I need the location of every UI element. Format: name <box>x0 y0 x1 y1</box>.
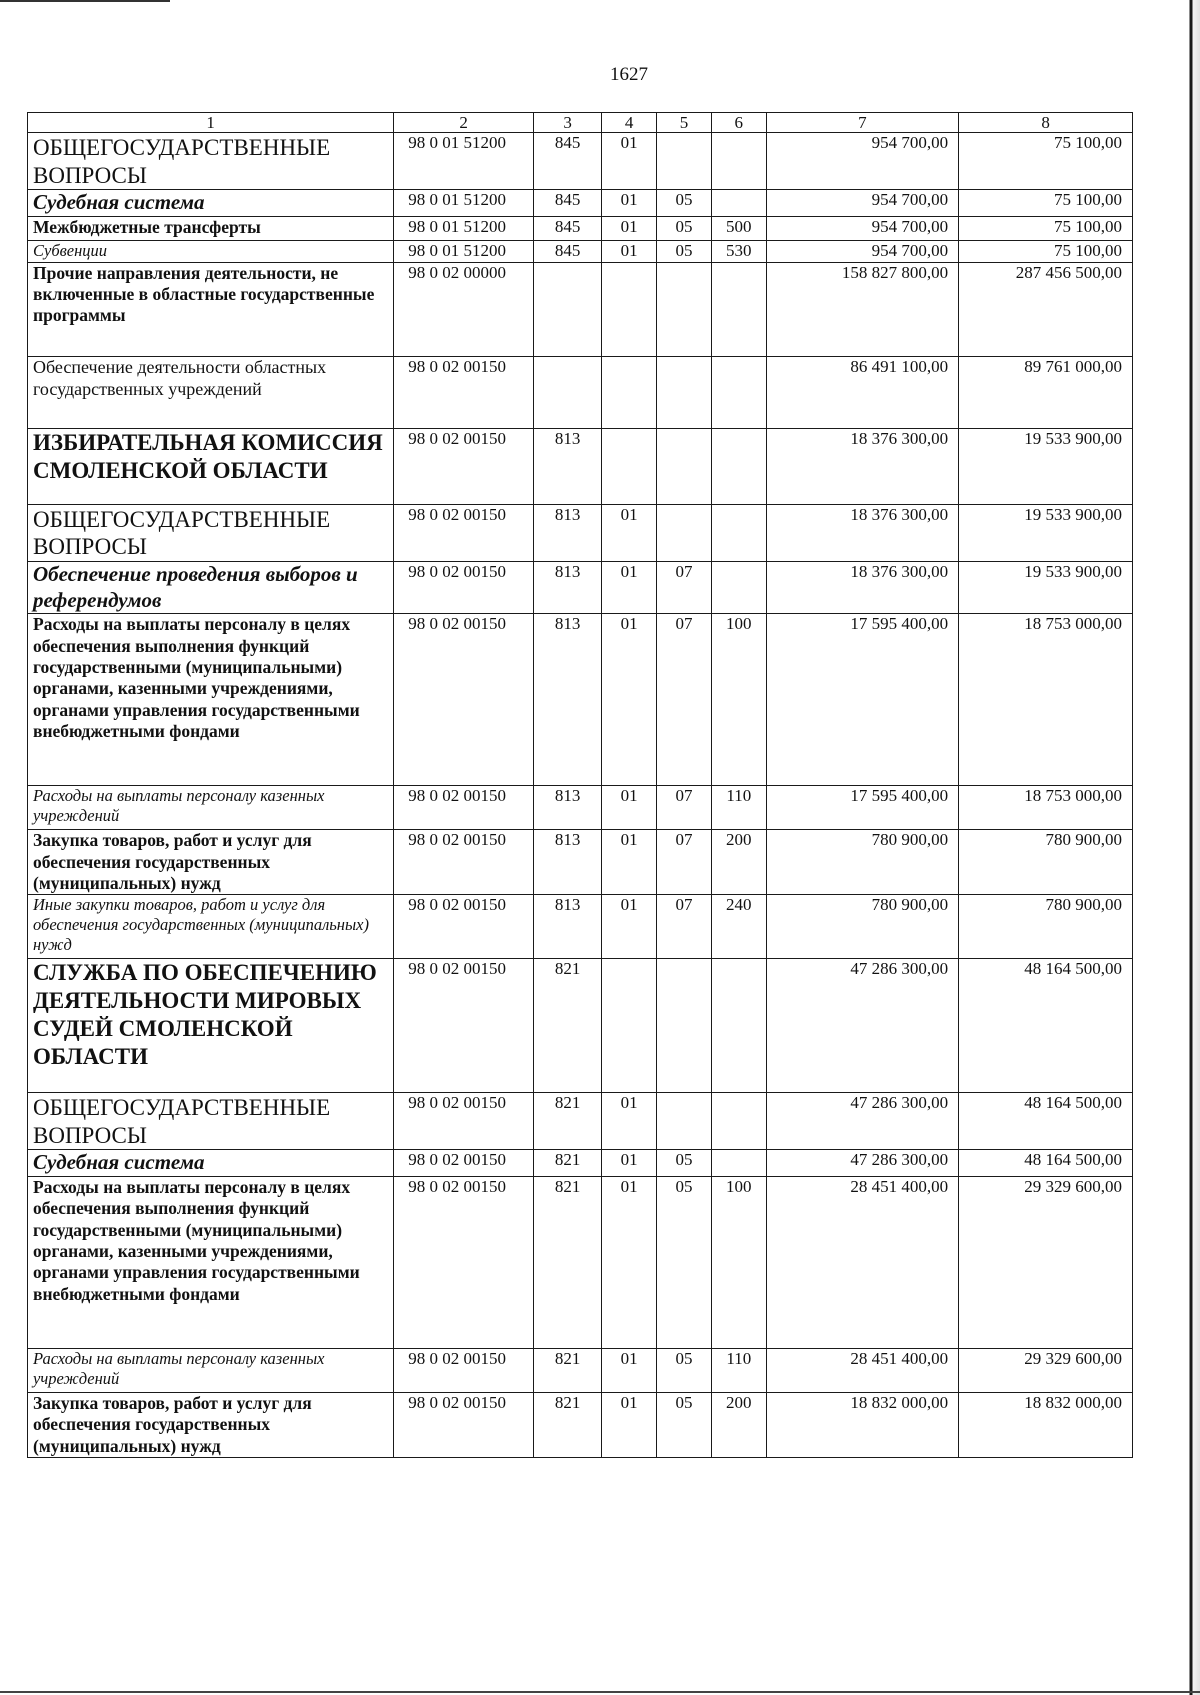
table-row <box>28 262 1133 356</box>
department-code <box>533 356 601 428</box>
row-name: СЛУЖБА ПО ОБЕСПЕЧЕНИЮ ДЕЯТЕЛЬНОСТИ МИРОВЫХ СУДЕЙ СМОЛЕНСКОЙ ОБЛАСТИ <box>28 959 394 1093</box>
amount-year-1: 86 491 100,00 <box>766 356 958 428</box>
budget-classification-code: 98 0 01 51200 <box>394 190 534 217</box>
amount-year-1: 17 595 400,00 <box>766 614 958 786</box>
subsection-code: 07 <box>657 895 712 959</box>
amount-year-1: 18 376 300,00 <box>766 504 958 561</box>
section-code: 01 <box>602 614 657 786</box>
amount-year-2: 780 900,00 <box>959 895 1133 959</box>
amount-year-1: 780 900,00 <box>766 830 958 895</box>
section-code <box>602 356 657 428</box>
row-name: Расходы на выплаты персоналу в целях обеспечения выполнения функций государственными (муниципальными) органами, казенными учреждениями, органами управления государственными внебюджетными фондами <box>28 1177 394 1349</box>
row-name: Обеспечение деятельности областных государственных учреждений <box>28 356 394 428</box>
table-row <box>28 428 1133 504</box>
section-code <box>602 959 657 1093</box>
amount-year-2: 48 164 500,00 <box>959 1150 1133 1177</box>
amount-year-2: 29 329 600,00 <box>959 1349 1133 1393</box>
row-name: Расходы на выплаты персоналу казенных учреждений <box>28 1349 394 1393</box>
table-row <box>28 895 1133 959</box>
amount-year-2: 75 100,00 <box>959 133 1133 190</box>
department-code: 821 <box>533 1349 601 1393</box>
amount-year-2: 48 164 500,00 <box>959 959 1133 1093</box>
table-row <box>28 959 1133 1093</box>
amount-year-2: 18 753 000,00 <box>959 786 1133 830</box>
table-row <box>28 1177 1133 1349</box>
amount-year-2: 48 164 500,00 <box>959 1093 1133 1150</box>
amount-year-2: 75 100,00 <box>959 240 1133 262</box>
row-name: ОБЩЕГОСУДАРСТВЕННЫЕ ВОПРОСЫ <box>28 133 394 190</box>
amount-year-1: 954 700,00 <box>766 216 958 240</box>
expense-type-code: 110 <box>711 1349 766 1393</box>
row-name: Расходы на выплаты персоналу казенных учреждений <box>28 786 394 830</box>
section-code: 01 <box>602 1150 657 1177</box>
amount-year-1: 47 286 300,00 <box>766 1150 958 1177</box>
scan-edge-right <box>1182 0 1200 1695</box>
section-code: 01 <box>602 1393 657 1458</box>
expense-type-code: 100 <box>711 1177 766 1349</box>
subsection-code <box>657 428 712 504</box>
section-code: 01 <box>602 895 657 959</box>
budget-classification-code: 98 0 02 00150 <box>394 895 534 959</box>
table-row <box>28 1093 1133 1150</box>
budget-classification-code: 98 0 02 00150 <box>394 1393 534 1458</box>
row-name: ОБЩЕГОСУДАРСТВЕННЫЕ ВОПРОСЫ <box>28 1093 394 1150</box>
amount-year-1: 28 451 400,00 <box>766 1177 958 1349</box>
budget-classification-code: 98 0 02 00150 <box>394 561 534 613</box>
department-code: 813 <box>533 504 601 561</box>
subsection-code: 05 <box>657 1393 712 1458</box>
row-name: Обеспечение проведения выборов и референдумов <box>28 561 394 613</box>
amount-year-1: 954 700,00 <box>766 133 958 190</box>
subsection-code <box>657 504 712 561</box>
budget-classification-code: 98 0 02 00150 <box>394 428 534 504</box>
budget-table <box>27 112 1133 1458</box>
amount-year-2: 18 753 000,00 <box>959 614 1133 786</box>
column-header: 1 <box>28 113 394 133</box>
amount-year-1: 28 451 400,00 <box>766 1349 958 1393</box>
budget-classification-code: 98 0 02 00150 <box>394 1177 534 1349</box>
section-code <box>602 262 657 356</box>
subsection-code: 05 <box>657 1150 712 1177</box>
column-header: 6 <box>711 113 766 133</box>
expense-type-code: 530 <box>711 240 766 262</box>
column-header: 5 <box>657 113 712 133</box>
subsection-code <box>657 133 712 190</box>
table-body <box>28 113 1133 1458</box>
subsection-code: 07 <box>657 830 712 895</box>
expense-type-code <box>711 1093 766 1150</box>
subsection-code: 05 <box>657 190 712 217</box>
row-name: Субвенции <box>28 240 394 262</box>
table-row <box>28 786 1133 830</box>
budget-classification-code: 98 0 02 00150 <box>394 1349 534 1393</box>
page-number: 1627 <box>610 64 648 85</box>
amount-year-1: 158 827 800,00 <box>766 262 958 356</box>
row-name: Закупка товаров, работ и услуг для обеспечения государственных (муниципальных) нужд <box>28 1393 394 1458</box>
department-code: 813 <box>533 786 601 830</box>
row-name: Прочие направления деятельности, не включенные в областные государственные программы <box>28 262 394 356</box>
subsection-code: 05 <box>657 216 712 240</box>
subsection-code: 05 <box>657 1349 712 1393</box>
row-name: Расходы на выплаты персоналу в целях обеспечения выполнения функций государственными (муниципальными) органами, казенными учреждениями, органами управления государственными внебюджетными фондами <box>28 614 394 786</box>
column-header: 3 <box>533 113 601 133</box>
department-code: 821 <box>533 1177 601 1349</box>
expense-type-code <box>711 561 766 613</box>
column-header: 7 <box>766 113 958 133</box>
department-code: 813 <box>533 428 601 504</box>
budget-classification-code: 98 0 01 51200 <box>394 240 534 262</box>
department-code: 813 <box>533 830 601 895</box>
budget-classification-code: 98 0 02 00000 <box>394 262 534 356</box>
subsection-code <box>657 262 712 356</box>
budget-classification-code: 98 0 02 00150 <box>394 356 534 428</box>
subsection-code: 05 <box>657 240 712 262</box>
amount-year-2: 89 761 000,00 <box>959 356 1133 428</box>
subsection-code: 07 <box>657 614 712 786</box>
subsection-code: 07 <box>657 561 712 613</box>
budget-classification-code: 98 0 02 00150 <box>394 614 534 786</box>
expense-type-code <box>711 133 766 190</box>
expense-type-code: 500 <box>711 216 766 240</box>
budget-classification-code: 98 0 02 00150 <box>394 1093 534 1150</box>
expense-type-code <box>711 190 766 217</box>
section-code: 01 <box>602 830 657 895</box>
expense-type-code <box>711 1150 766 1177</box>
amount-year-2: 75 100,00 <box>959 190 1133 217</box>
amount-year-2: 19 533 900,00 <box>959 428 1133 504</box>
subsection-code <box>657 356 712 428</box>
expense-type-code: 100 <box>711 614 766 786</box>
subsection-code: 05 <box>657 1177 712 1349</box>
table-row <box>28 614 1133 786</box>
subsection-code <box>657 959 712 1093</box>
row-name: ОБЩЕГОСУДАРСТВЕННЫЕ ВОПРОСЫ <box>28 504 394 561</box>
budget-classification-code: 98 0 02 00150 <box>394 959 534 1093</box>
department-code: 845 <box>533 216 601 240</box>
section-code: 01 <box>602 1177 657 1349</box>
section-code: 01 <box>602 133 657 190</box>
expense-type-code <box>711 428 766 504</box>
row-name: Судебная система <box>28 1150 394 1177</box>
amount-year-1: 47 286 300,00 <box>766 959 958 1093</box>
amount-year-1: 954 700,00 <box>766 240 958 262</box>
table-row <box>28 504 1133 561</box>
amount-year-2: 18 832 000,00 <box>959 1393 1133 1458</box>
department-code: 813 <box>533 614 601 786</box>
department-code: 821 <box>533 1150 601 1177</box>
row-name: Судебная система <box>28 190 394 217</box>
budget-classification-code: 98 0 02 00150 <box>394 830 534 895</box>
amount-year-1: 18 832 000,00 <box>766 1393 958 1458</box>
section-code: 01 <box>602 240 657 262</box>
scan-edge-top <box>0 0 170 2</box>
department-code <box>533 262 601 356</box>
amount-year-1: 47 286 300,00 <box>766 1093 958 1150</box>
row-name: Закупка товаров, работ и услуг для обеспечения государственных (муниципальных) нужд <box>28 830 394 895</box>
department-code: 845 <box>533 190 601 217</box>
section-code: 01 <box>602 1349 657 1393</box>
column-header: 2 <box>394 113 534 133</box>
section-code <box>602 428 657 504</box>
amount-year-1: 18 376 300,00 <box>766 428 958 504</box>
amount-year-2: 29 329 600,00 <box>959 1177 1133 1349</box>
amount-year-2: 19 533 900,00 <box>959 561 1133 613</box>
department-code: 845 <box>533 133 601 190</box>
table-row <box>28 1393 1133 1458</box>
section-code: 01 <box>602 786 657 830</box>
expense-type-code: 240 <box>711 895 766 959</box>
budget-classification-code: 98 0 02 00150 <box>394 786 534 830</box>
column-header: 8 <box>959 113 1133 133</box>
expense-type-code: 200 <box>711 830 766 895</box>
expense-type-code <box>711 356 766 428</box>
section-code: 01 <box>602 504 657 561</box>
department-code: 821 <box>533 1093 601 1150</box>
row-name: Иные закупки товаров, работ и услуг для обеспечения государственных (муниципальных) нужд <box>28 895 394 959</box>
table-row <box>28 1150 1133 1177</box>
expense-type-code: 110 <box>711 786 766 830</box>
budget-classification-code: 98 0 01 51200 <box>394 133 534 190</box>
department-code: 813 <box>533 895 601 959</box>
table-row <box>28 190 1133 217</box>
budget-classification-code: 98 0 02 00150 <box>394 1150 534 1177</box>
amount-year-1: 18 376 300,00 <box>766 561 958 613</box>
row-name: ИЗБИРАТЕЛЬНАЯ КОМИССИЯ СМОЛЕНСКОЙ ОБЛАСТИ <box>28 428 394 504</box>
table-row <box>28 1349 1133 1393</box>
table-row <box>28 561 1133 613</box>
subsection-code <box>657 1093 712 1150</box>
budget-classification-code: 98 0 01 51200 <box>394 216 534 240</box>
row-name: Межбюджетные трансферты <box>28 216 394 240</box>
amount-year-2: 287 456 500,00 <box>959 262 1133 356</box>
section-code: 01 <box>602 1093 657 1150</box>
table-row <box>28 216 1133 240</box>
budget-classification-code: 98 0 02 00150 <box>394 504 534 561</box>
department-code: 813 <box>533 561 601 613</box>
scan-edge-bottom <box>0 1691 1200 1693</box>
amount-year-2: 75 100,00 <box>959 216 1133 240</box>
expense-type-code <box>711 262 766 356</box>
section-code: 01 <box>602 561 657 613</box>
section-code: 01 <box>602 216 657 240</box>
amount-year-1: 780 900,00 <box>766 895 958 959</box>
subsection-code: 07 <box>657 786 712 830</box>
amount-year-2: 19 533 900,00 <box>959 504 1133 561</box>
header-row <box>28 113 1133 133</box>
table-row <box>28 356 1133 428</box>
section-code: 01 <box>602 190 657 217</box>
department-code: 845 <box>533 240 601 262</box>
expense-type-code <box>711 959 766 1093</box>
table-row <box>28 240 1133 262</box>
amount-year-2: 780 900,00 <box>959 830 1133 895</box>
department-code: 821 <box>533 959 601 1093</box>
column-header: 4 <box>602 113 657 133</box>
amount-year-1: 17 595 400,00 <box>766 786 958 830</box>
expense-type-code <box>711 504 766 561</box>
amount-year-1: 954 700,00 <box>766 190 958 217</box>
expense-type-code: 200 <box>711 1393 766 1458</box>
table-row <box>28 830 1133 895</box>
table-row <box>28 133 1133 190</box>
department-code: 821 <box>533 1393 601 1458</box>
